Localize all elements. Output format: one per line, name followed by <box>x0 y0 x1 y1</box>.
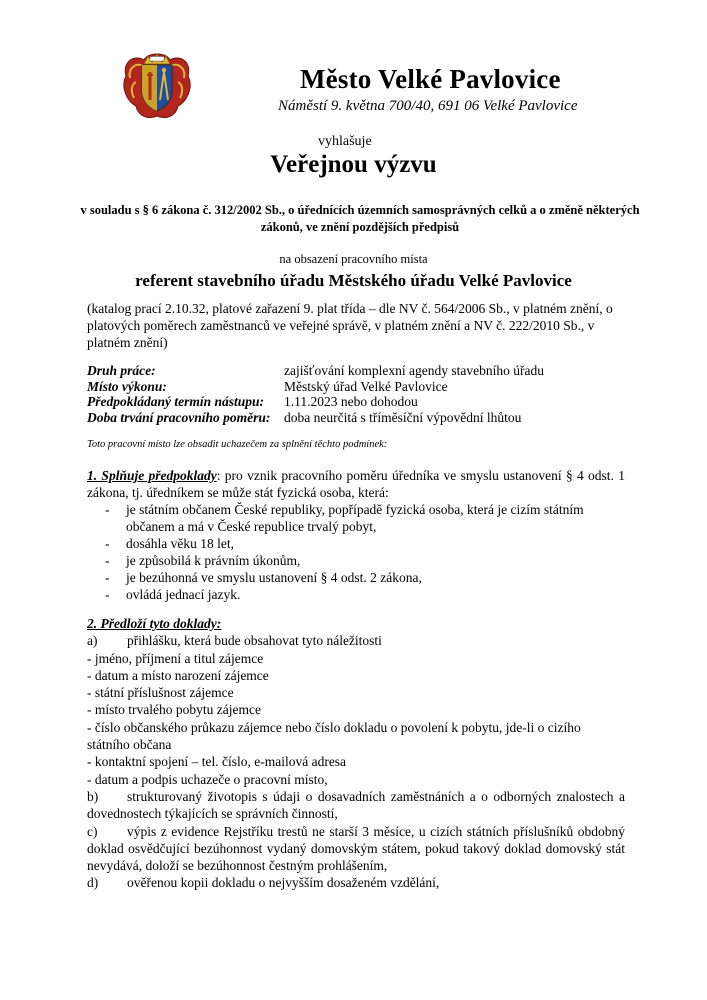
terms-table <box>87 363 544 425</box>
list-item: - číslo občanského průkazu zájemce nebo číslo dokladu o povolení k pobytu, jde-li o cizího státního občana <box>87 719 581 753</box>
document-item-a <box>87 632 625 649</box>
terms-row <box>87 410 544 426</box>
list-item: - místo trvalého pobytu zájemce <box>87 702 261 718</box>
item-letter: a) <box>87 633 98 649</box>
terms-value: zajišťování komplexní agendy stavebního úřadu <box>284 363 544 378</box>
list-item <box>105 535 625 552</box>
terms-value: 1.11.2023 nebo dohodou <box>284 394 418 409</box>
announces-text: vyhlašuje <box>318 134 372 149</box>
terms-label: Druh práce: <box>87 363 156 378</box>
item-text: ověřenou kopii dokladu o nejvyšším dosaženém vzdělání, <box>127 875 440 891</box>
list-item <box>105 569 625 586</box>
document-item-c <box>87 823 625 875</box>
town-name: Město Velké Pavlovice <box>300 64 561 94</box>
terms-value: Městský úřad Velké Pavlovice <box>284 378 448 394</box>
list-item: - státní příslušnost zájemce <box>87 685 234 701</box>
list-item: - datum a podpis uchazeče o pracovní místo, <box>87 771 328 787</box>
item-letter: c) <box>87 823 98 839</box>
dash-bullet-icon: - <box>105 587 110 602</box>
position-catalog: (katalog prací 2.10.32, platové zařazení 9. plat třída – dle NV č. 564/2006 Sb., v platném znění, o platových poměrech zaměstnanců ve veřejné správě, v platném znění a NV č. 222/2010 Sb., v platném znění) <box>87 301 613 350</box>
section-text: : pro vznik pracovního poměru úředníka ve smyslu ustanovení § 4 odst. 1 zákona, tj. úředníkem se může stát fyzická osoba, která: <box>87 468 625 500</box>
list-item-text: je způsobilá k právním úkonům, <box>126 553 301 568</box>
terms-value: doba neurčitá s tříměsíční výpovědní lhůtou <box>284 409 522 425</box>
document-item-b <box>87 788 625 823</box>
list-item: - datum a místo narození zájemce <box>87 667 269 683</box>
legal-basis: v souladu s § 6 zákona č. 312/2002 Sb., o úřednících územních samosprávných celků a o změně některých zákonů, ve znění pozdějších předpisů <box>80 203 640 234</box>
section-prerequisites-intro <box>87 467 625 501</box>
page-title: Veřejnou výzvu <box>270 151 437 178</box>
item-text: výpis z evidence Rejstříku trestů ne starší 3 měsíce, u cizích státních příslušníků obdobný doklad osvědčující bezúhonnost vydaný domovským státem, pokud takový doklad domovský stát nevydává, doloží se bezúhonnost čestným prohlášením, <box>87 823 625 874</box>
terms-row <box>87 394 544 410</box>
occupy-text: na obsazení pracovního místa <box>279 252 428 266</box>
conditions-note: Toto pracovní místo lze obsadit uchazečem za splnění těchto podmínek: <box>87 439 388 450</box>
section-heading: 2. Předloží tyto doklady: <box>87 616 222 631</box>
position-title: referent stavebního úřadu Městského úřadu Velké Pavlovice <box>135 271 572 290</box>
list-item: - kontaktní spojení – tel. číslo, e-mailová adresa <box>87 754 347 770</box>
item-letter: b) <box>87 788 99 804</box>
dash-bullet-icon: - <box>105 553 110 568</box>
town-crest-logo <box>120 48 194 122</box>
terms-label: Místo výkonu: <box>87 378 167 394</box>
list-item <box>105 552 625 569</box>
section-prerequisites <box>87 467 625 603</box>
list-item-text: je státním občanem České republiky, popřípadě fyzická osoba, která je cizím státním občanem a má v České republice trvalý pobyt, <box>126 502 584 534</box>
dash-bullet-icon: - <box>105 536 110 551</box>
list-item-text: je bezúhonná ve smyslu ustanovení § 4 odst. 2 zákona, <box>126 570 422 585</box>
item-letter: d) <box>87 875 99 891</box>
list-item-text: dosáhla věku 18 let, <box>126 536 234 551</box>
section-heading: 1. Splňuje předpoklady <box>87 468 217 483</box>
terms-row <box>87 363 544 379</box>
list-item-text: ovládá jednací jazyk. <box>126 587 241 602</box>
list-item <box>105 586 625 603</box>
dash-bullet-icon: - <box>105 570 110 585</box>
document-item-d <box>87 874 625 891</box>
item-text: strukturovaný životopis s údaji o dosavadních zaměstnáních a o odborných znalostech a dovednostech týkajících se správních činností, <box>87 788 625 822</box>
item-text: přihlášku, která bude obsahovat tyto náležitosti <box>127 633 382 649</box>
list-item: - jméno, příjmení a titul zájemce <box>87 650 264 666</box>
list-item <box>105 501 625 535</box>
terms-row <box>87 379 544 395</box>
terms-label: Doba trvání pracovního poměru: <box>87 409 271 425</box>
prerequisites-list <box>87 501 625 603</box>
dash-bullet-icon: - <box>105 502 110 517</box>
section-documents <box>87 615 625 892</box>
terms-label: Předpokládaný termín nástupu: <box>87 394 265 409</box>
town-address: Náměstí 9. května 700/40, 691 06 Velké Pavlovice <box>278 98 578 114</box>
